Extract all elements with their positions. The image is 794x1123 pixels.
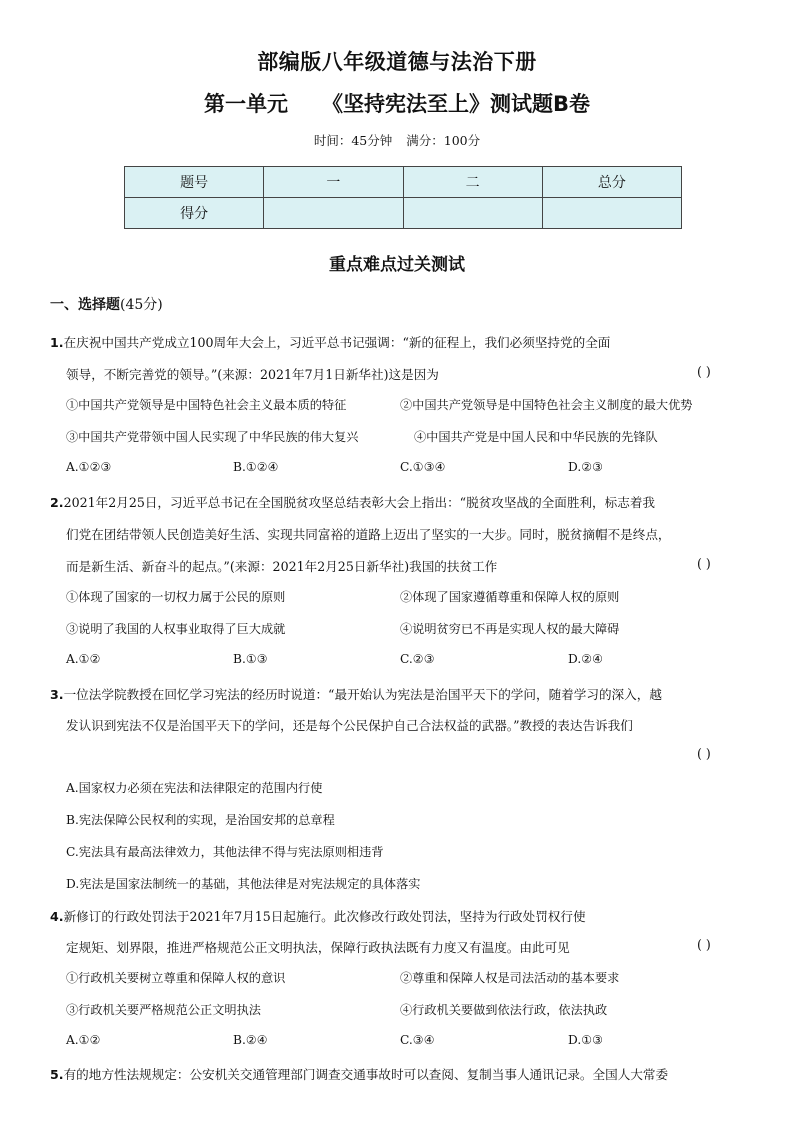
question-text: 在庆祝中国共产党成立100周年大会上，习近平总书记强调：“新的征程上，我们必须坚持党的全面	[63, 335, 611, 350]
statement: ①中国共产党领导是中国特色社会主义最本质的特征	[66, 398, 347, 412]
exam-meta	[0, 131, 794, 149]
unit-label: 第一单元	[203, 92, 288, 116]
part-heading	[50, 294, 163, 314]
statement: ②尊重和保障人权是司法活动的基本要求	[400, 971, 620, 985]
answer-option[interactable]: D.②③	[568, 460, 604, 474]
statement: ③说明了我国的人权事业取得了巨大成就	[66, 622, 286, 636]
question-text: 定规矩、划界限，推进严格规范公正文明执法，保障行政执法既有力度又有温度。由此可见	[66, 940, 570, 955]
score-table-header: 一	[264, 167, 403, 198]
question-2	[50, 492, 655, 511]
statement: ④说明贫穷已不再是实现人权的最大障碍	[400, 622, 620, 636]
section-title: 重点难点过关测试	[329, 255, 465, 275]
question-number: 2.	[50, 495, 64, 510]
answer-bracket[interactable]: ( )	[697, 364, 711, 379]
answer-option[interactable]: C.②③	[400, 652, 435, 666]
score-table-header: 二	[403, 167, 542, 198]
statement: ②体现了国家遵循尊重和保障人权的原则	[400, 590, 620, 604]
question-5	[50, 1064, 668, 1083]
statement: ①体现了国家的一切权力属于公民的原则	[66, 590, 286, 604]
answer-option[interactable]: A.①②③	[66, 460, 112, 474]
statement: ③行政机关要严格规范公正文明执法	[66, 1003, 261, 1017]
score-table-header-row	[125, 167, 682, 198]
question-text: 发认识到宪法不仅是治国平天下的学问，还是每个公民保护自己合法权益的武器。”教授的表达告诉我们	[66, 718, 633, 733]
exam-title: 部编版八年级道德与法治下册	[257, 50, 537, 74]
test-name: 《坚持宪法至上》测试题B卷	[321, 92, 590, 116]
answer-option[interactable]: B.宪法保障公民权利的实现，是治国安邦的总章程	[66, 813, 335, 827]
score-table-header: 总分	[542, 167, 681, 198]
statement: ②中国共产党领导是中国特色社会主义制度的最大优势	[400, 398, 693, 412]
answer-bracket[interactable]: ( )	[697, 937, 711, 952]
question-number: 1.	[50, 335, 64, 350]
answer-option[interactable]: C.③④	[400, 1033, 435, 1047]
question-number: 3.	[50, 687, 64, 702]
answer-option[interactable]: A.①②	[66, 1033, 101, 1047]
part-title: 一、选择题	[50, 297, 120, 313]
question-text: 而是新生活、新奋斗的起点。”(来源：2021年2月25日新华社)我国的扶贫工作	[66, 559, 498, 574]
answer-option[interactable]: A.国家权力必须在宪法和法律限定的范围内行使	[66, 781, 323, 795]
score-cell[interactable]	[542, 198, 681, 229]
answer-option[interactable]: B.①②④	[233, 460, 279, 474]
statement: ③中国共产党带领中国人民实现了中华民族的伟大复兴	[66, 430, 359, 444]
answer-option[interactable]: B.①③	[233, 652, 268, 666]
answer-option[interactable]: A.①②	[66, 652, 101, 666]
score-row-label: 得分	[125, 198, 264, 229]
answer-bracket[interactable]: ( )	[697, 556, 711, 571]
answer-option[interactable]: C.①③④	[400, 460, 446, 474]
question-text: 新修订的行政处罚法于2021年7月15日起施行。此次修改行政处罚法，坚持为行政处罚权行使	[63, 909, 586, 924]
question-text: 一位法学院教授在回忆学习宪法的经历时说道：“最开始认为宪法是治国平天下的学问，随着学习的深入，越	[63, 687, 662, 702]
question-text: 有的地方性法规规定：公安机关交通管理部门调查交通事故时可以查阅、复制当事人通讯记录。全国人大常委	[63, 1067, 669, 1082]
score-table-header: 题号	[125, 167, 264, 198]
statement: ①行政机关要树立尊重和保障人权的意识	[66, 971, 286, 985]
answer-option[interactable]: D.②④	[568, 652, 604, 666]
question-3	[50, 684, 662, 703]
full-score: 满分：100分	[406, 133, 481, 148]
part-points: (45分)	[120, 297, 163, 313]
score-cell[interactable]	[403, 198, 542, 229]
question-text: 领导，不断完善党的领导。”(来源：2021年7月1日新华社)这是因为	[66, 367, 439, 382]
question-text: 们党在团结带领人民创造美好生活、实现共同富裕的道路上迈出了坚实的一大步。同时，脱贫摘帽不是终点，	[66, 527, 671, 542]
score-table	[124, 166, 682, 229]
question-1	[50, 332, 610, 351]
question-number: 5.	[50, 1067, 64, 1082]
answer-option[interactable]: D.宪法是国家法制统一的基础，其他法律是对宪法规定的具体落实	[66, 877, 421, 891]
score-table-score-row	[125, 198, 682, 229]
question-4	[50, 906, 586, 925]
answer-option[interactable]: D.①③	[568, 1033, 604, 1047]
question-number: 4.	[50, 909, 64, 924]
answer-option[interactable]: B.②④	[233, 1033, 268, 1047]
exam-subtitle	[0, 88, 794, 118]
statement: ④行政机关要做到依法行政，依法执政	[400, 1003, 608, 1017]
question-text: 2021年2月25日，习近平总书记在全国脱贫攻坚总结表彰大会上指出：“脱贫攻坚战的全面胜利，标志着我	[63, 495, 656, 510]
answer-bracket[interactable]: ( )	[697, 746, 711, 761]
score-cell[interactable]	[264, 198, 403, 229]
statement: ④中国共产党是中国人民和中华民族的先锋队	[414, 430, 658, 444]
time-limit: 时间：45分钟	[313, 133, 393, 148]
answer-option[interactable]: C.宪法具有最高法律效力，其他法律不得与宪法原则相违背	[66, 845, 384, 859]
